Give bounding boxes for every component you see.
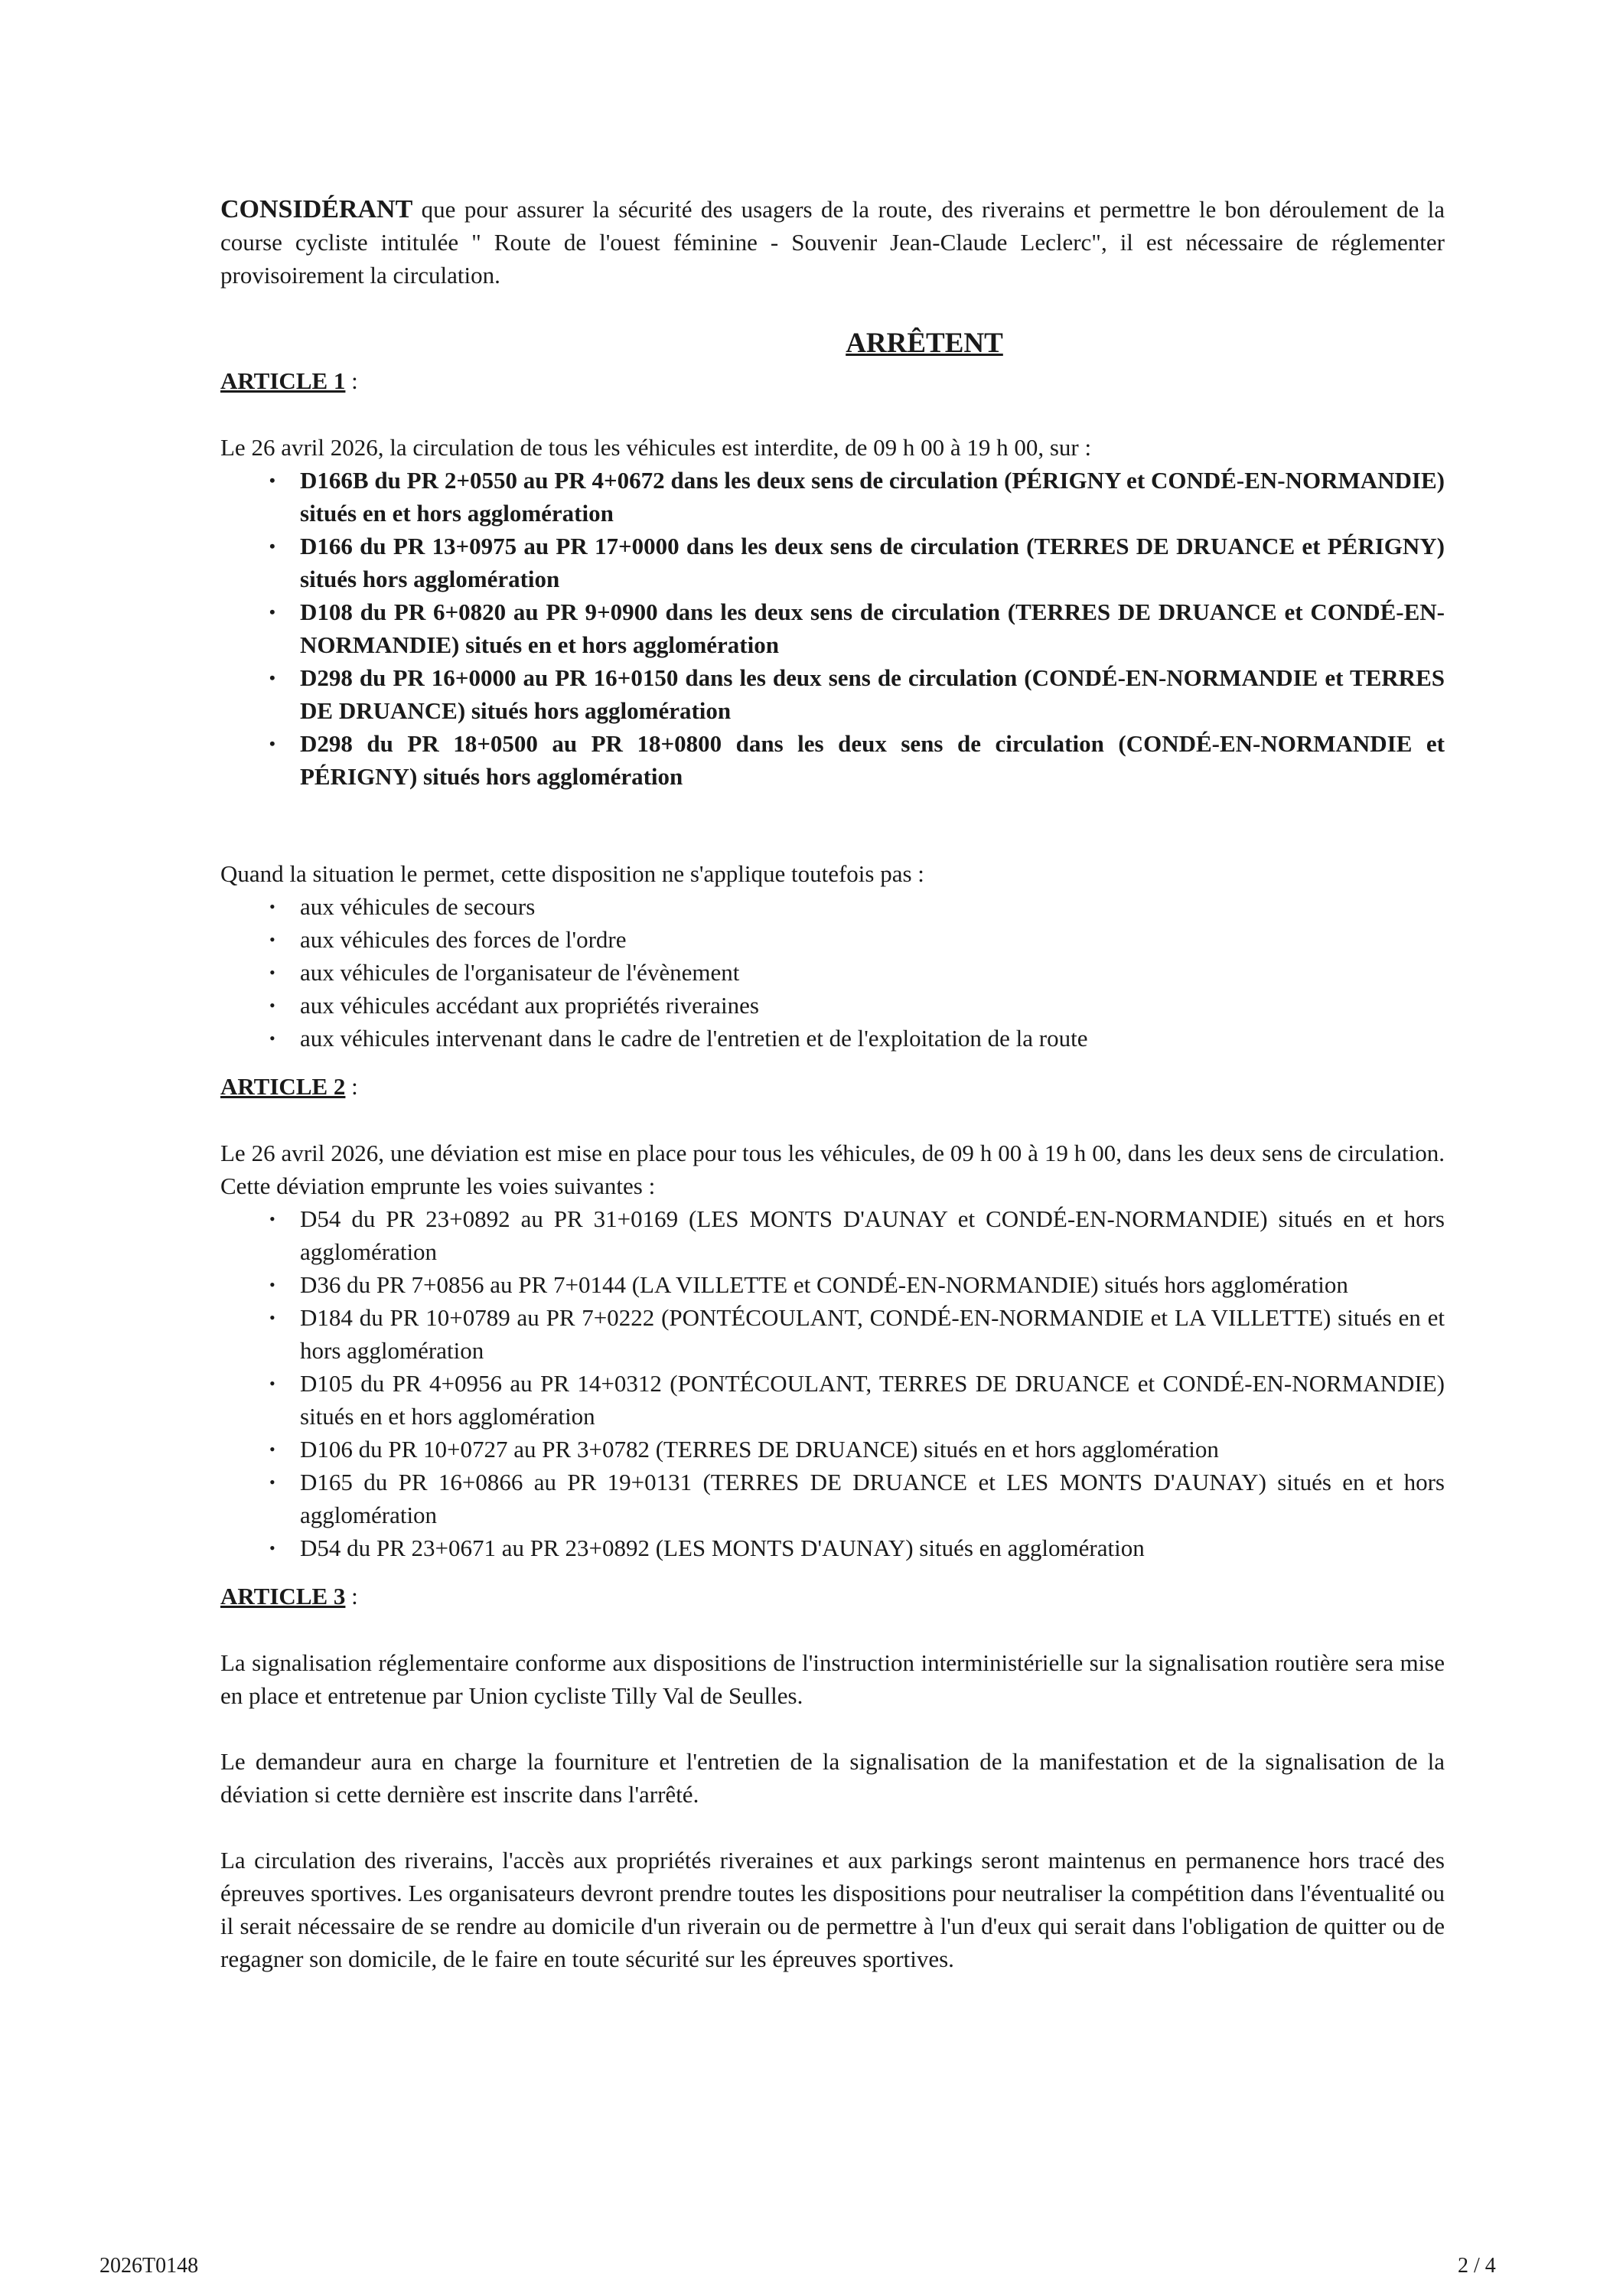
list-item: • D184 du PR 10+0789 au PR 7+0222 (PONTÉCOULANT, CONDÉ-EN-NORMANDIE et LA VILLETTE) situés en et hors agglomération xyxy=(220,1301,1445,1367)
list-item: • D36 du PR 7+0856 au PR 7+0144 (LA VILLETTE et CONDÉ-EN-NORMANDIE) situés hors agglomération xyxy=(220,1268,1445,1301)
article1-intro: Le 26 avril 2026, la circulation de tous les véhicules est interdite, de 09 h 00 à 19 h 00, sur : xyxy=(220,434,1092,461)
considerant-paragraph xyxy=(220,193,1445,292)
list-item: • D166 du PR 13+0975 au PR 17+0000 dans les deux sens de circulation (TERRES DE DRUANCE et PÉRIGNY) situés hors agglomération xyxy=(220,530,1445,595)
article1-heading: ARTICLE 1 xyxy=(220,367,346,394)
article1-exceptions-intro: Quand la situation le permet, cette disposition ne s'applique toutefois pas : xyxy=(220,860,924,887)
list-item: • aux véhicules de secours xyxy=(220,890,1445,923)
decree-title: ARRÊTENT xyxy=(846,328,1003,359)
considerant-text: que pour assurer la sécurité des usagers de la route, des riverains et permettre le bon déroulement de la course cycliste intitulée " Route de l'ouest féminine - Souvenir Jean-Claude Leclerc", il est nécessaire de réglementer provisoirement la circulation. xyxy=(220,196,1445,289)
list-item: • aux véhicules des forces de l'ordre xyxy=(220,923,1445,956)
article3-colon: : xyxy=(345,1583,358,1609)
article1-colon: : xyxy=(345,367,358,394)
article2-road-list xyxy=(220,1202,1445,1564)
list-item: • aux véhicules intervenant dans le cadre de l'entretien et de l'exploitation de la route xyxy=(220,1022,1445,1055)
article2-heading: ARTICLE 2 xyxy=(220,1073,346,1100)
article2-intro: Le 26 avril 2026, une déviation est mise en place pour tous les véhicules, de 09 h 00 à 19 h 00, dans les deux sens de circulation. Cette déviation emprunte les voies suivantes : xyxy=(220,1140,1445,1199)
list-item: • D54 du PR 23+0671 au PR 23+0892 (LES MONTS D'AUNAY) situés en agglomération xyxy=(220,1531,1445,1564)
article3-heading: ARTICLE 3 xyxy=(220,1583,346,1609)
list-item: • D298 du PR 16+0000 au PR 16+0150 dans les deux sens de circulation (CONDÉ-EN-NORMANDIE et TERRES DE DRUANCE) situés hors agglomération xyxy=(220,661,1445,727)
considerant-lead: CONSIDÉRANT xyxy=(220,195,413,223)
list-item: • D105 du PR 4+0956 au PR 14+0312 (PONTÉCOULANT, TERRES DE DRUANCE et CONDÉ-EN-NORMANDIE) situés en et hors agglomération xyxy=(220,1367,1445,1433)
document-reference: 2026T0148 xyxy=(99,2254,199,2278)
list-item: • D298 du PR 18+0500 au PR 18+0800 dans les deux sens de circulation (CONDÉ-EN-NORMANDIE et PÉRIGNY) situés hors agglomération xyxy=(220,727,1445,793)
list-item: • D108 du PR 6+0820 au PR 9+0900 dans les deux sens de circulation (TERRES DE DRUANCE et CONDÉ-EN-NORMANDIE) situés en et hors agglomération xyxy=(220,595,1445,661)
list-item: • aux véhicules accédant aux propriétés riveraines xyxy=(220,989,1445,1022)
list-item: • D54 du PR 23+0892 au PR 31+0169 (LES MONTS D'AUNAY et CONDÉ-EN-NORMANDIE) situés en et hors agglomération xyxy=(220,1202,1445,1268)
page-number: 2 / 4 xyxy=(1458,2254,1496,2278)
article2-header xyxy=(220,1070,1445,1103)
list-item: • D166B du PR 2+0550 au PR 4+0672 dans les deux sens de circulation (PÉRIGNY et CONDÉ-EN-NORMANDIE) situés en et hors agglomération xyxy=(220,464,1445,530)
article3-header xyxy=(220,1580,1445,1613)
list-item: • D106 du PR 10+0727 au PR 3+0782 (TERRES DE DRUANCE) situés en et hors agglomération xyxy=(220,1433,1445,1466)
document-body xyxy=(220,193,1445,1975)
list-item: • aux véhicules de l'organisateur de l'évènement xyxy=(220,956,1445,989)
article1-exceptions-list xyxy=(220,890,1445,1055)
article3-paragraph: Le demandeur aura en charge la fourniture et l'entretien de la signalisation de la manifestation et de la signalisation de la déviation si cette dernière est inscrite dans l'arrêté. xyxy=(220,1748,1445,1808)
article2-colon: : xyxy=(345,1073,358,1100)
list-item: • D165 du PR 16+0866 au PR 19+0131 (TERRES DE DRUANCE et LES MONTS D'AUNAY) situés en et hors agglomération xyxy=(220,1466,1445,1531)
article1-header xyxy=(220,364,1445,397)
article1-road-list xyxy=(220,464,1445,793)
article3-paragraph: La circulation des riverains, l'accès aux propriétés riveraines et aux parkings seront maintenus en permanence hors tracé des épreuves sportives. Les organisateurs devront prendre toutes les dispositions pour neutraliser la compétition dans l'éventualité ou il serait nécessaire de se rendre au domicile d'un riverain ou de permettre à l'un d'eux qui serait dans l'obligation de quitter ou de regagner son domicile, de le faire en toute sécurité sur les épreuves sportives. xyxy=(220,1847,1445,1972)
article3-paragraph: La signalisation réglementaire conforme aux dispositions de l'instruction interministérielle sur la signalisation routière sera mise en place et entretenue par Union cycliste Tilly Val de Seulles. xyxy=(220,1649,1445,1709)
